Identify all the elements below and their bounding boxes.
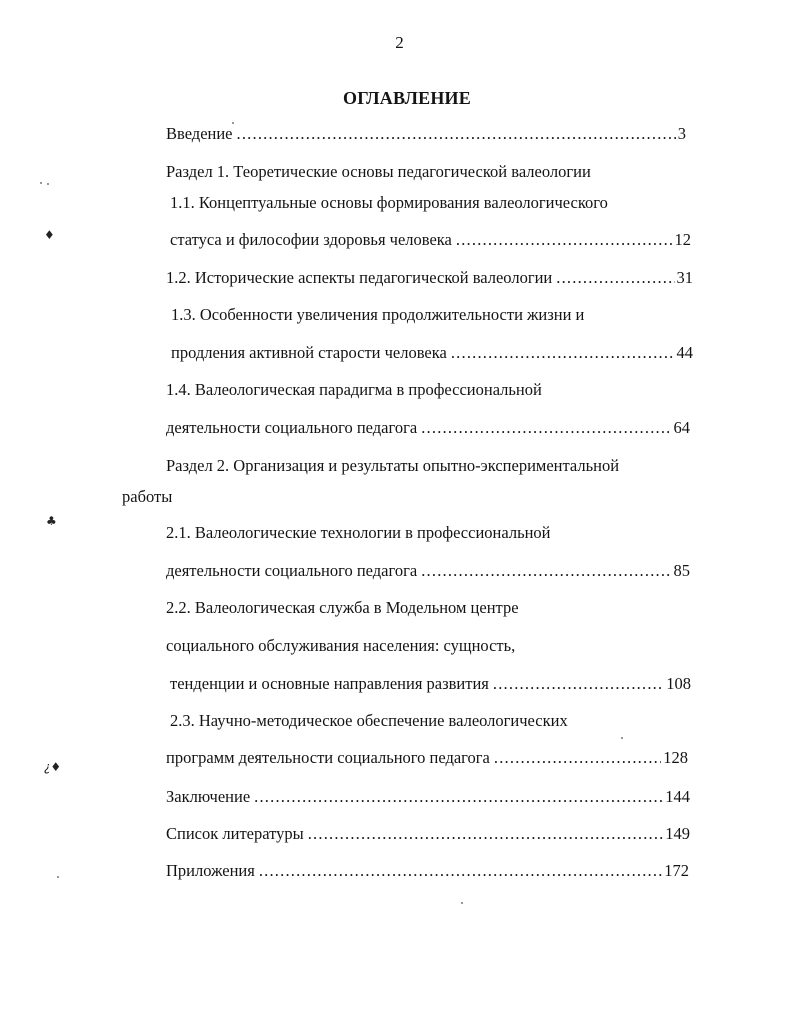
toc-page-number: 85 [673, 561, 690, 580]
scan-speck [232, 122, 234, 124]
toc-page-number: 108 [666, 674, 691, 693]
toc-entry-text: Приложения [166, 861, 255, 880]
leader-dots [421, 561, 671, 581]
toc-page-number: 149 [665, 824, 690, 843]
toc-entry-1-1-line1[interactable]: 1.1. Концептуальные основы формирования валеологического [170, 193, 608, 212]
toc-entry-text: деятельности социального педагога [166, 561, 418, 580]
leader-dots [451, 343, 675, 363]
page-title: ОГЛАВЛЕНИЕ [343, 88, 471, 108]
toc-page-number: 31 [676, 268, 693, 287]
toc-entry-1-4-line1[interactable]: 1.4. Валеологическая парадигма в профессиональной [166, 380, 542, 399]
toc-entry-text: тенденции и основные направления развития [170, 674, 489, 693]
toc-entry-1-4[interactable] [166, 418, 690, 438]
toc-page-number: 12 [674, 230, 691, 249]
toc-page-number: 128 [663, 748, 688, 767]
scan-speck [47, 183, 49, 185]
toc-entry-2-2-line2[interactable]: социального обслуживания населения: сущность, [166, 636, 516, 655]
scan-speck [40, 182, 42, 184]
toc-entry-1-3[interactable] [171, 343, 693, 363]
toc-entry-text: Список литературы [166, 824, 304, 843]
scan-speck [57, 876, 59, 878]
leader-dots [308, 824, 664, 844]
section-2-heading-line1[interactable]: Раздел 2. Организация и результаты опытно-экспериментальной [166, 456, 620, 475]
toc-page-number: 44 [676, 343, 693, 362]
toc-page-number: 64 [673, 418, 690, 437]
scan-artifact-mark: ♦ [44, 228, 55, 242]
section-1-heading[interactable]: Раздел 1. Теоретические основы педагогической валеологии [166, 162, 591, 181]
scan-speck [621, 737, 623, 739]
leader-dots [556, 268, 674, 288]
toc-entry-1-3-line1[interactable]: 1.3. Особенности увеличения продолжительности жизни и [171, 305, 585, 324]
toc-entry-intro[interactable] [166, 124, 686, 144]
leader-dots [237, 124, 676, 144]
leader-dots [254, 787, 663, 807]
toc-entry-text: 1.2. Исторические аспекты педагогической валеологии [166, 268, 553, 287]
toc-entry-conclusion[interactable] [166, 787, 690, 807]
toc-page-number: 172 [664, 861, 689, 880]
toc-entry-references[interactable] [166, 824, 690, 844]
toc-entry-text: статуса и философии здоровья человека [170, 230, 452, 249]
toc-entry-1-2[interactable] [166, 268, 693, 288]
toc-entry-text: деятельности социального педагога [166, 418, 418, 437]
leader-dots [456, 230, 673, 250]
scan-artifact-mark: ♣ [46, 514, 57, 528]
toc-entry-text: продления активной старости человека [171, 343, 447, 362]
toc-entry-2-2-line1[interactable]: 2.2. Валеологическая служба в Модельном центре [166, 598, 519, 617]
toc-entry-text: программ деятельности социального педагога [166, 748, 490, 767]
leader-dots [421, 418, 671, 438]
toc-page-number: 144 [665, 787, 690, 806]
leader-dots [259, 861, 662, 881]
toc-entry-appendices[interactable] [166, 861, 689, 881]
section-2-heading-line2[interactable]: работы [122, 487, 173, 506]
toc-entry-2-3[interactable] [166, 748, 688, 768]
page-number: 2 [395, 33, 404, 52]
scan-artifact-mark: ¿♦ [44, 760, 62, 774]
toc-entry-2-1[interactable] [166, 561, 690, 581]
toc-entry-text: Заключение [166, 787, 251, 806]
toc-entry-text: Введение [166, 124, 233, 143]
toc-entry-2-2[interactable] [170, 674, 691, 694]
leader-dots [494, 748, 661, 768]
toc-entry-2-3-line1[interactable]: 2.3. Научно-методическое обеспечение валеологических [170, 711, 568, 730]
toc-page-number: 3 [677, 124, 686, 143]
toc-entry-1-1[interactable] [170, 230, 691, 250]
leader-dots [493, 674, 664, 694]
toc-entry-2-1-line1[interactable]: 2.1. Валеологические технологии в профессиональной [166, 523, 551, 542]
scan-speck [461, 902, 463, 904]
